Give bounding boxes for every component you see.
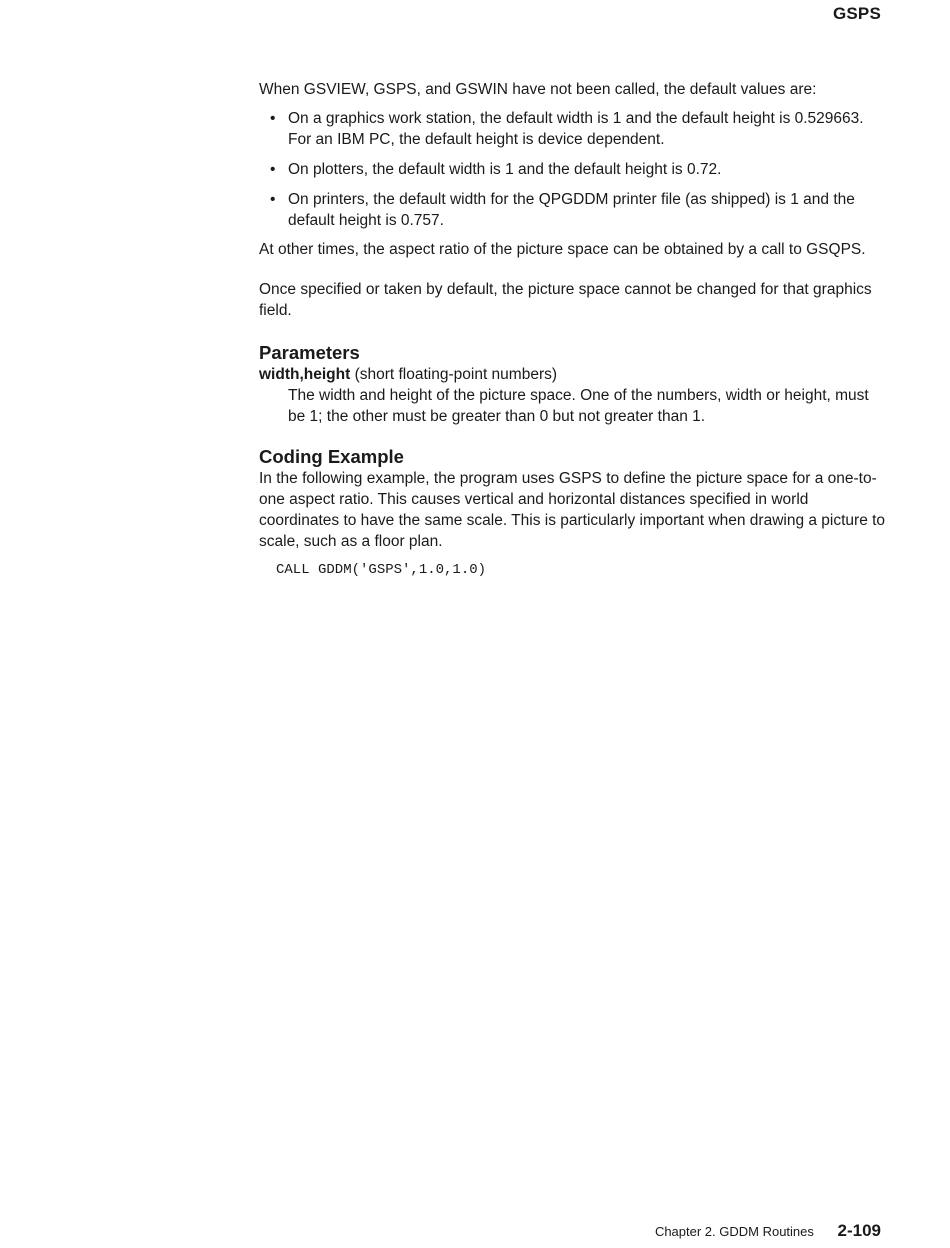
parameter-description: The width and height of the picture space. One of the numbers, width or height, must be 1; the other must be greater than 0 but not greater than 1. [288,387,869,425]
page-number: 2-109 [837,1221,881,1240]
list-item [259,108,889,150]
coding-example-heading: Coding Example [259,446,404,467]
running-head-title: GSPS [832,4,881,23]
intro-paragraph: When GSVIEW, GSPS, and GSWIN have not been called, the default values are: [259,81,817,98]
parameter-term-line [259,364,889,385]
page-footer [655,1221,881,1241]
code-sample: CALL GDDM('GSPS',1.0,1.0) [276,562,487,578]
aspect-ratio-paragraph: At other times, the aspect ratio of the picture space can be obtained by a call to GSQPS. [259,241,866,258]
page-content [259,79,889,581]
list-item [259,159,889,180]
parameter-qualifier: (short floating-point numbers) [350,366,558,383]
bullet-mark: • [270,161,276,178]
parameter-term: width,height [259,366,351,383]
parameters-heading: Parameters [259,342,360,363]
bullet-mark: • [270,191,276,208]
footer-chapter: Chapter 2. GDDM Routines [654,1224,814,1239]
list-item-text: On printers, the default width for the QPGDDM printer file (as shipped) is 1 and the default height is 0.757. [288,191,855,229]
picture-space-paragraph: Once specified or taken by default, the picture space cannot be changed for that graphics field. [259,281,872,319]
list-item [259,189,889,231]
default-values-list [259,108,889,231]
list-item-text: On a graphics work station, the default width is 1 and the default height is 0.529663. For an IBM PC, the default height is device dependent. [288,110,864,148]
bullet-mark: • [270,110,276,127]
coding-example-paragraph: In the following example, the program uses GSPS to define the picture space for a one-to-one aspect ratio. This causes vertical and horizontal distances specified in world coordinates to have the same scale. This is particularly important when drawing a picture to scale, such as a floor plan. [259,470,886,550]
list-item-text: On plotters, the default width is 1 and the default height is 0.72. [288,161,722,178]
